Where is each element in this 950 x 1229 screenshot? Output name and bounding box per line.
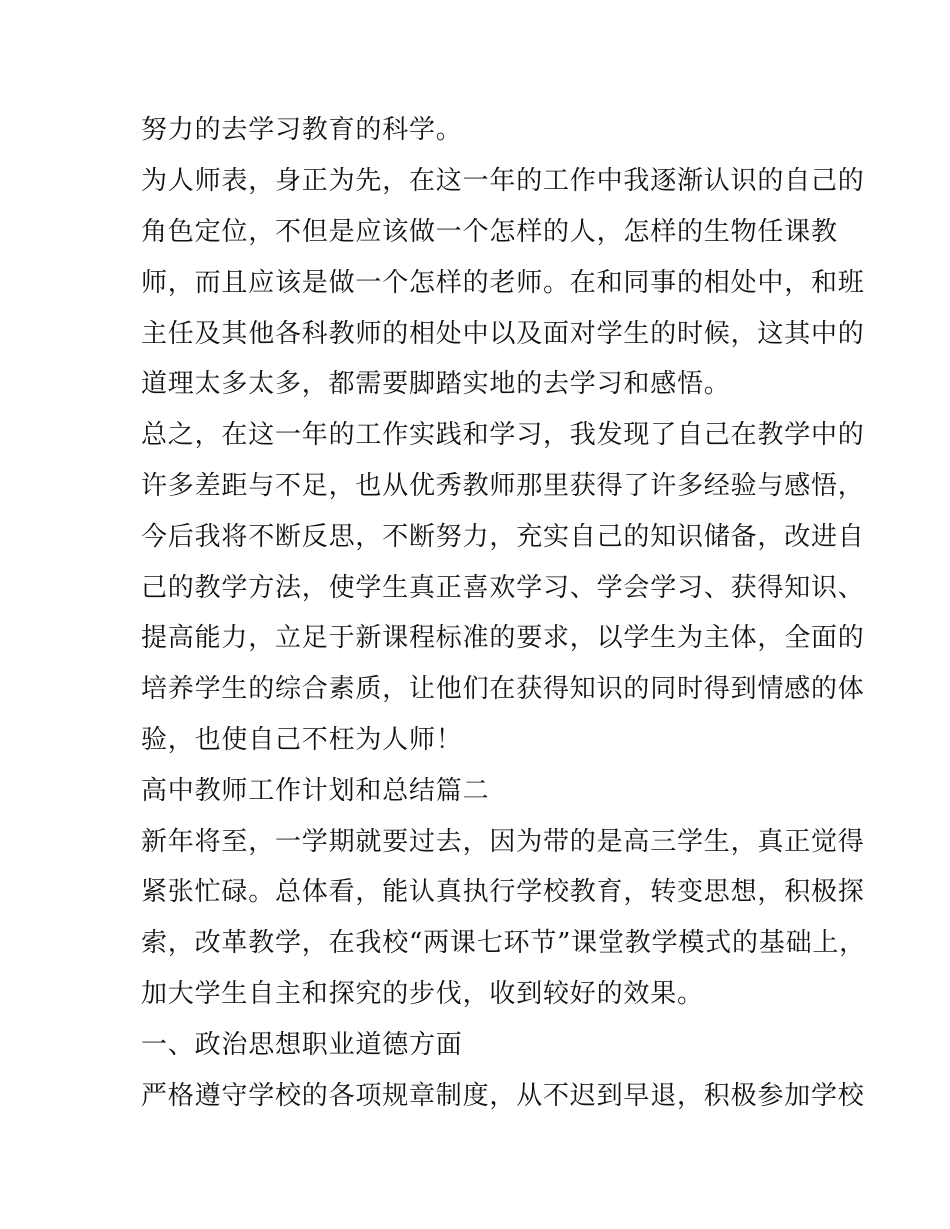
- text-line: 验，也使自己不枉为人师！: [141, 725, 463, 755]
- text-line: 角色定位，不但是应该做一个怎样的人，怎样的生物任课教: [141, 217, 838, 247]
- text-line: 许多差距与不足，也从优秀教师那里获得了许多经验与感悟，: [141, 471, 865, 501]
- subsection-heading: 一、政治思想职业道德方面: [141, 1030, 463, 1060]
- text-line: 加大学生自主和探究的步伐，收到较好的效果。: [141, 979, 704, 1009]
- text-line: 严格遵守学校的各项规章制度，从不迟到早退，积极参加学校: [141, 1081, 865, 1111]
- text-line: 培养学生的综合素质，让他们在获得知识的同时得到情感的体: [141, 674, 865, 704]
- text-line: 紧张忙碌。总体看，能认真执行学校教育，转变思想，积极探: [141, 877, 865, 907]
- text-line: 新年将至，一学期就要过去，因为带的是高三学生，真正觉得: [141, 827, 865, 857]
- text-line: 道理太多太多，都需要脚踏实地的去学习和感悟。: [141, 369, 731, 399]
- text-line: 己的教学方法，使学生真正喜欢学习、学会学习、获得知识、: [141, 573, 865, 603]
- text-line: 提高能力，立足于新课程标准的要求，以学生为主体，全面的: [141, 623, 865, 653]
- text-line: 师，而且应该是做一个怎样的老师。在和同事的相处中，和班: [141, 268, 865, 298]
- text-line: 努力的去学习教育的科学。: [141, 115, 463, 145]
- text-line: 总之，在这一年的工作实践和学习，我发现了自己在教学中的: [141, 420, 865, 450]
- text-line: 今后我将不断反思，不断努力，充实自己的知识储备，改进自: [141, 522, 865, 552]
- text-line: 为人师表，身正为先，在这一年的工作中我逐渐认识的自己的: [141, 166, 865, 196]
- section-heading: 高中教师工作计划和总结篇二: [141, 776, 490, 806]
- text-line: 主任及其他各科教师的相处中以及面对学生的时候，这其中的: [141, 319, 865, 349]
- text-line: 索，改革教学，在我校“两课七环节”课堂教学模式的基础上，: [141, 928, 866, 958]
